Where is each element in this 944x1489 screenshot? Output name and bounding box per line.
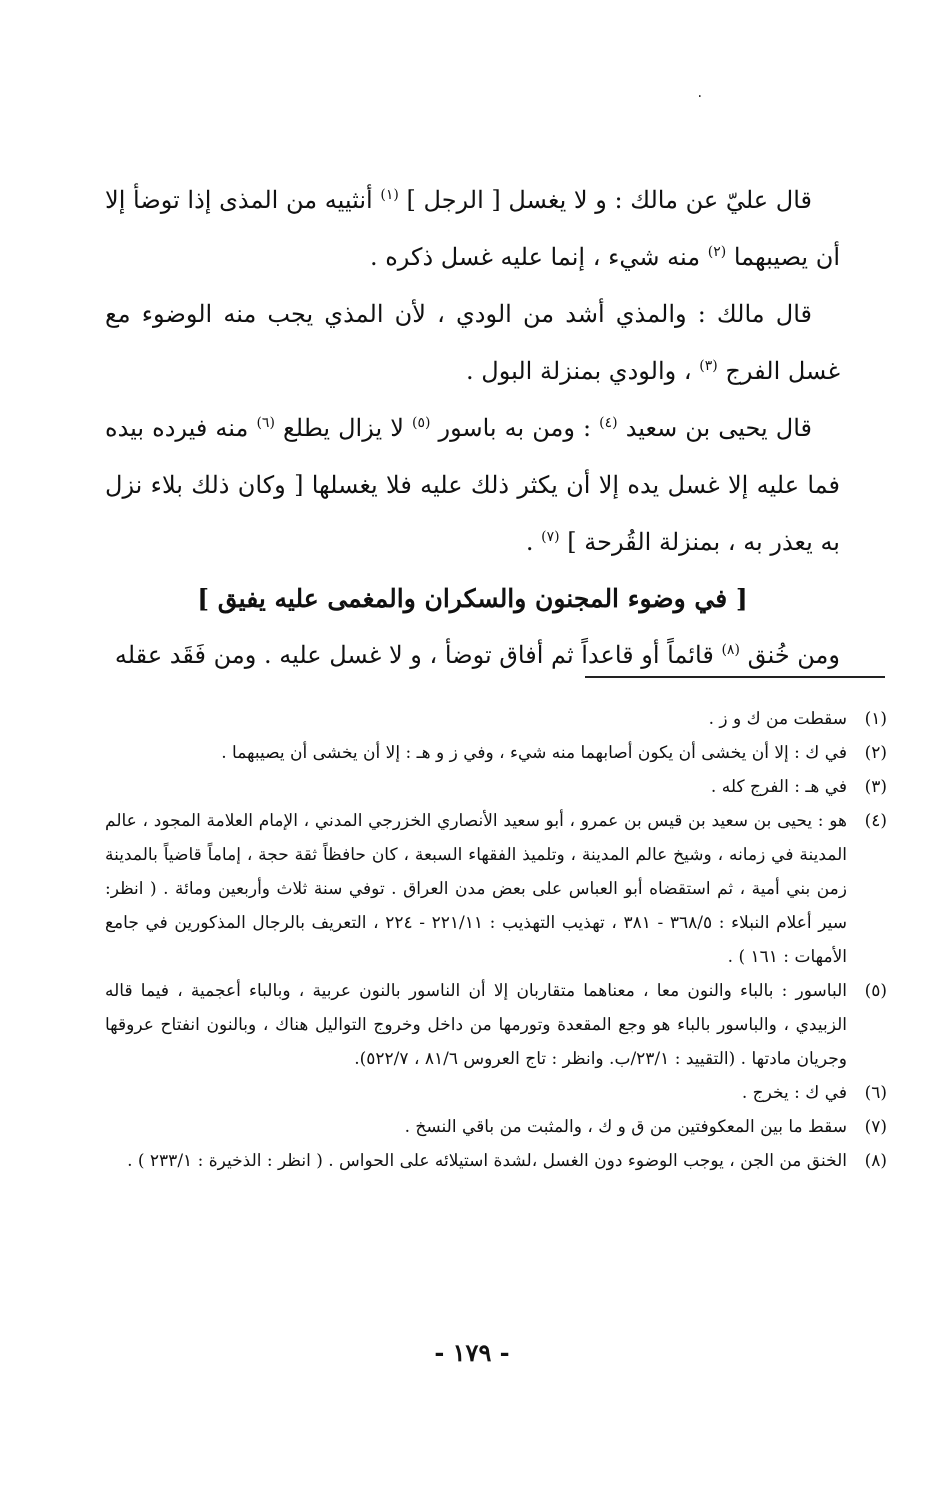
footnote-text: في هـ : الفرج كله . — [710, 777, 847, 797]
footnote-6 — [105, 1076, 887, 1110]
footnote-7 — [105, 1110, 887, 1144]
footnote-ref-4: (٤) — [599, 415, 618, 431]
footnote-ref-6: (٦) — [256, 415, 275, 431]
footnote-ref-8: (٨) — [721, 642, 740, 658]
footnote-ref-7: (٧) — [541, 529, 560, 545]
footnote-divider — [585, 676, 885, 678]
footnote-ref-2: (٢) — [707, 244, 727, 260]
footnote-number: (٤) — [864, 811, 887, 831]
top-mark: ٠ — [696, 88, 704, 104]
footnote-text: الخنق من الجن ، يوجب الوضوء دون الغسل ،لشدة استيلائه على الحواس . ( انظر : الذخيرة : ٢٣٣/١ ) . — [127, 1151, 847, 1171]
footnote-number: (٢) — [864, 743, 887, 763]
footnote-number: (٧) — [864, 1117, 887, 1137]
footnote-number: (٣) — [864, 777, 887, 797]
footnote-2 — [105, 736, 887, 770]
main-text — [105, 172, 840, 684]
footnote-number: (٦) — [864, 1083, 887, 1103]
paragraph-2: قال مالك : والمذي أشد من الودي ، لأن المذي يجب منه الوضوء مع غسل الفرج $^{(٣)}$ ، والودي بمنزلة البول . — [105, 300, 840, 385]
footnote-3 — [105, 770, 887, 804]
footnote-ref-5: (٥) — [411, 415, 431, 431]
footnote-text: هو : يحيى بن سعيد بن قيس بن عمرو ، أبو سعيد الأنصاري الخزرجي المدني ، الإمام العلامة المجود ، عالم المدينة في زمانه ، وشيخ عالم المدينة ، وتلميذ الفقهاء السبعة ، كان حافظاً ثقة حجة ، إماماً قاضياً بالمدينة زمن بني أمية ، ثم استقضاه أبو العباس على بعض مدن العراق . توفي سنة ثلاث وأربعين ومائة . ( انظر: سير أعلام النبلاء : ٣٦٨/٥ - ٣٨١ ، تهذيب التهذيب : ٢٢١/١١ - ٢٢٤ ، التعريف بالرجال المذكورين في جامع الأمهات : ١٦١ ) . — [105, 811, 847, 967]
footnote-ref-1: (١) — [380, 187, 399, 203]
footnote-number: (٥) — [864, 981, 887, 1001]
footnote-number: (١) — [864, 709, 887, 729]
footnote-text: سقط ما بين المعكوفتين من ق و ك ، والمثبت من باقي النسخ . — [404, 1117, 847, 1137]
footnote-8 — [105, 1144, 887, 1178]
paragraph-3: قال يحيى بن سعيد $^{(٤)}$ : ومن به باسور $^{(٥)}$ لا يزال يطلع $^{(٦)}$ منه فيرده بيده فما عليه إلا غسل يده إلا أن يكثر ذلك عليه فلا يغسلها [ وكان ذلك بلاء نزل به يعذر به ، بمنزلة القُرحة ] $^{(٧)}$ . — [105, 414, 840, 556]
footnote-text: في ك : إلا أن يخشى أن يكون أصابهما منه شيء ، وفي ز و هـ : إلا أن يخشى أن يصيبهما . — [221, 743, 847, 763]
footnote-number: (٨) — [864, 1151, 887, 1171]
footnote-1 — [105, 702, 887, 736]
footnotes — [105, 702, 887, 1178]
page-number: - ١٧٩ - — [434, 1338, 510, 1367]
paragraph-1: قال عليّ عن مالك : و لا يغسل [ الرجل ] $^{(١)}$ أنثييه من المذى إذا توضأ إلا أن يصيبهما $^{(٢)}$ منه شيء ، إنما عليه غسل ذكره . — [105, 186, 840, 271]
footnote-text: الباسور : بالباء والنون معا ، معناهما متقاربان إلا أن الناسور بالنون عربية ، وبالباء أعجمية ، فيما قاله الزبيدي ، والباسور بالباء هو وجع المقعدة وتورمها من داخل وخروج التواليل هناك ، وبالنون انفتاح عروقها وجريان مادتها . (التقييد : ٢٣/١/ب. وانظر : تاج العروس ٨١/٦ ، ٥٢٢/٧). — [105, 981, 847, 1069]
section-heading: [ في وضوء المجنون والسكران والمغمى عليه يفيق ] — [197, 584, 748, 613]
footnote-text: سقطت من ك و ز . — [708, 709, 847, 729]
paragraph-4: ومن خُنق $^{(٨)}$ قائماً أو قاعداً ثم أفاق توضأ ، و لا غسل عليه . ومن فَقَد عقله — [114, 641, 840, 669]
footnote-text: في ك : يخرج . — [741, 1083, 847, 1103]
footnote-ref-3: (٣) — [699, 358, 718, 374]
footnote-4 — [105, 804, 887, 974]
footnote-5 — [105, 974, 887, 1076]
